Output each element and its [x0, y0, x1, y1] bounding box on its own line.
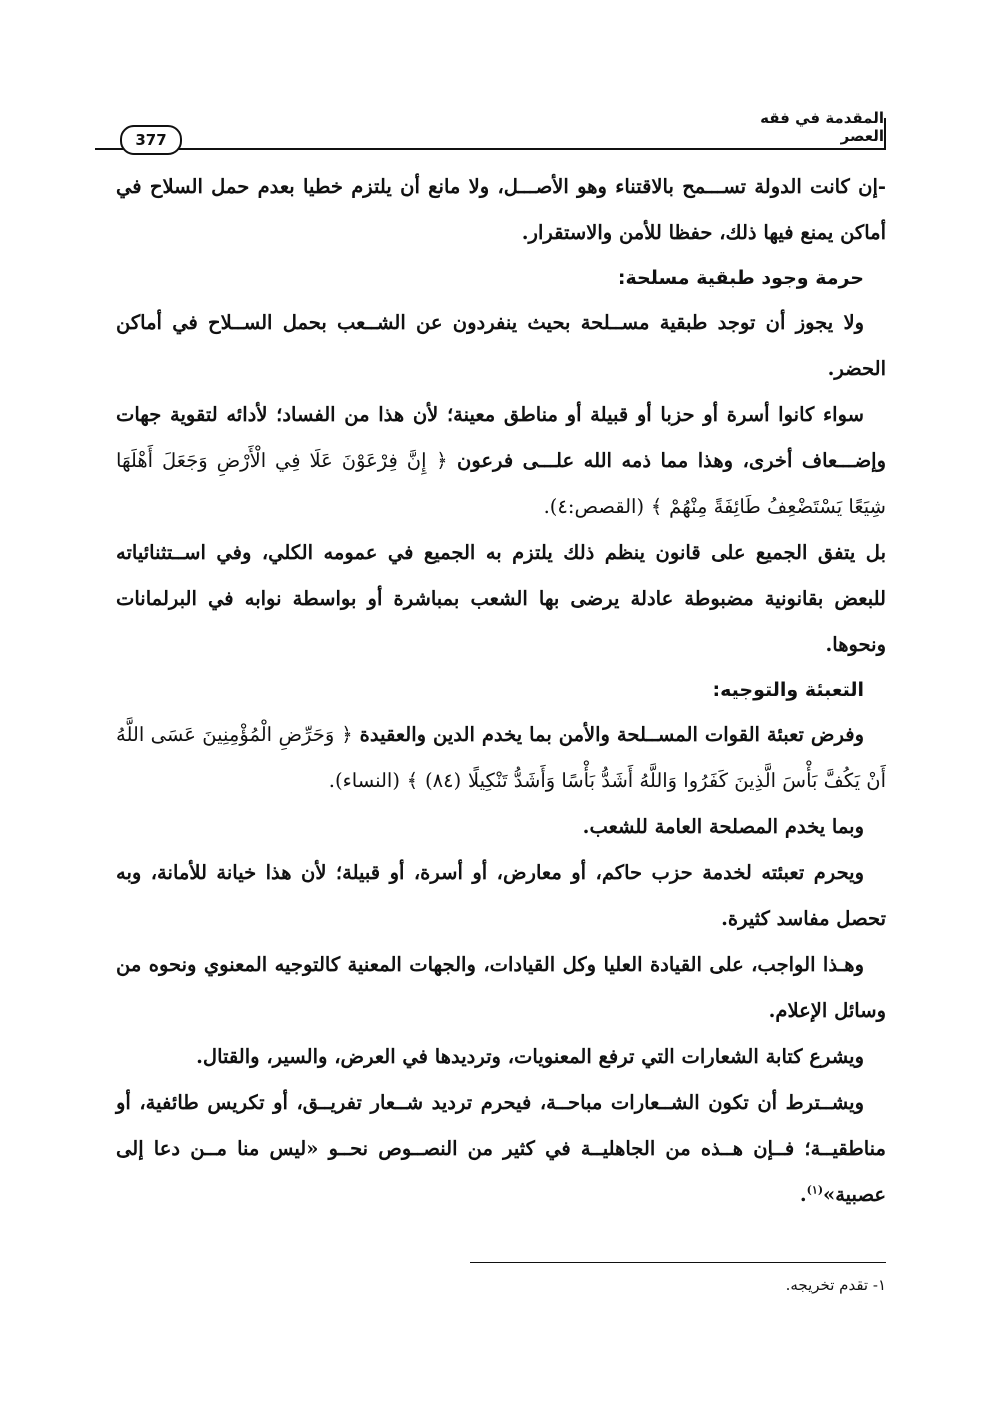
- header-rule: [95, 148, 885, 150]
- page-number: 377: [120, 125, 182, 155]
- paragraph-6: وبما يخدم المصلحة العامة للشعب.: [582, 815, 864, 838]
- paragraph-4: بل يتفق الجميع على قانون ينظم ذلك يلتزم به الجميع في عمومه الكلي، وفي اســتثنائياته للبعض بقانونية مضبوطة عادلة يرضى بها الشعب بمباشرة أو بواسطة نوابه في البرلمانات ونحوها.: [116, 541, 886, 656]
- verse-reference-qasas: (القصص:٤).: [543, 495, 645, 518]
- paragraph-2: ولا يجوز أن توجد طبقية مســلحة بحيث ينفردون عن الشــعب بحمل الســلاح في أماكن الحضر.: [116, 311, 886, 380]
- paragraph-1: -إن كانت الدولة تســـمح بالاقتناء وهو الأصـــل، ولا مانع أن يلتزم خطيا بعدم حمل السلاح في أماكن يمنع فيها ذلك، حفظا للأمن والاستقرار.: [116, 175, 886, 244]
- footnote: ١- تقدم تخريجه.: [785, 1276, 886, 1294]
- ornament-open-2: ﴿: [341, 723, 353, 746]
- paragraph-3-text: سواء كانوا أسرة أو حزبا أو قبيلة أو مناطق معينة؛ لأن هذا من الفساد؛ لأدائه لتقوية جهات وإضـــعاف أخرى، وهذا مما ذمه الله علـــى فرعون: [116, 403, 886, 472]
- paragraph-5: [116, 712, 886, 804]
- quran-verse-nisa: وَحَرِّضِ الْمُؤْمِنِينَ عَسَى اللَّهُ أَنْ يَكُفَّ بَأْسَ الَّذِينَ كَفَرُوا وَاللَّهُ أَشَدُّ بَأْسًا وَأَشَدُّ تَنْكِيلًا: [116, 723, 886, 792]
- paragraph-3: [116, 392, 886, 530]
- paragraph-5-text: وفرض تعبئة القوات المســلحة والأمن بما يخدم الدين والعقيدة: [359, 723, 864, 746]
- paragraph-7: ويحرم تعبئته لخدمة حزب حاكم، أو معارض، أو أسرة، أو قبيلة؛ لأن هذا خيانة للأمانة، وبه تحصل مفاسد كثيرة.: [116, 861, 886, 930]
- paragraph-8: وهـذا الواجب، على القيادة العليا وكل القيادات، والجهات المعنية كالتوجيه المعنوي ونحوه من وسائل الإعلام.: [116, 953, 886, 1022]
- footnote-marker: (١): [806, 1183, 824, 1197]
- paragraph-10-text: ويشــترط أن تكون الشــعارات مباحــة، فيحرم ترديد شــعار تفريــق، أو تكريس طائفية، أو مناطقيــة؛ فــإن هــذه من الجاهليــة في كثير من النصــوص نحــو «ليس منا مــن دعا إلى عصبية»: [116, 1091, 886, 1206]
- body-text: [116, 164, 886, 1218]
- ornament-open: ﴿: [436, 449, 448, 472]
- ornament-close: ﴾: [650, 495, 663, 518]
- heading-armed-class: حرمة وجود طبقية مسلحة:: [617, 267, 864, 289]
- book-title: المقدمة في فقه العصر: [738, 118, 886, 150]
- quran-verse-qasas: إِنَّ فِرْعَوْنَ عَلَا فِي الْأَرْضِ وَجَعَلَ أَهْلَهَا شِيَعًا يَسْتَضْعِفُ طَائِفَةً مِنْهُمْ: [116, 449, 886, 518]
- verse-reference-nisa: (النساء).: [328, 769, 400, 792]
- paragraph-10: [116, 1080, 886, 1218]
- paragraph-10-end: .: [799, 1183, 807, 1206]
- paragraph-9: ويشرع كتابة الشعارات التي ترفع المعنويات، وترديدها في العرض، والسير، والقتال.: [196, 1045, 864, 1068]
- heading-mobilization: التعبئة والتوجيه:: [712, 679, 864, 701]
- verse-number: (٨٤): [425, 769, 462, 792]
- ornament-close-2: ﴾: [406, 769, 419, 792]
- footnote-rule: [470, 1262, 886, 1263]
